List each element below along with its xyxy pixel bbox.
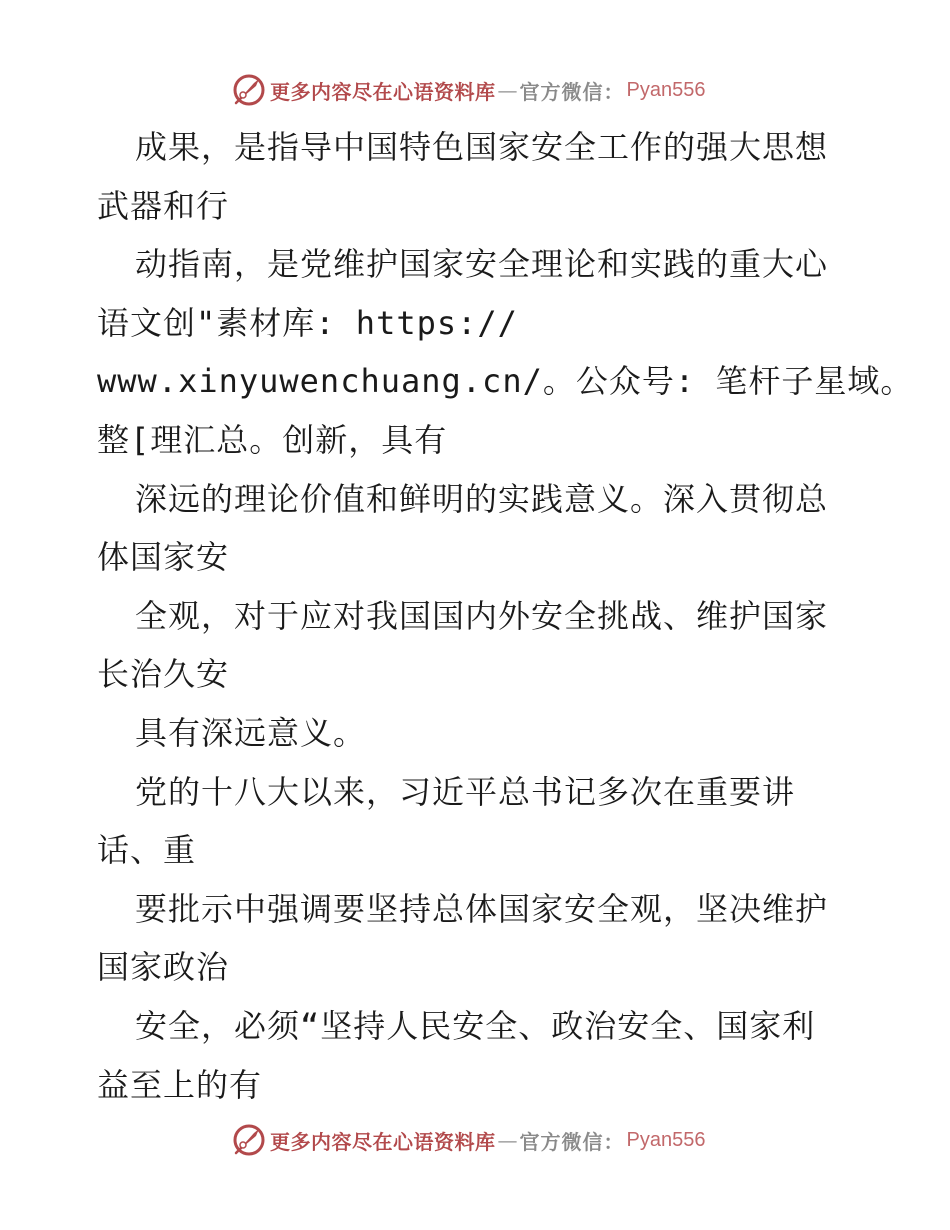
text-line: 长治久安	[97, 655, 230, 694]
header-separator: —	[497, 78, 518, 102]
body-text	[97, 118, 914, 1114]
text-line: 体国家安	[97, 538, 230, 577]
text-line: 语文创"素材库: https://	[97, 303, 518, 342]
text-line: 话、重	[97, 831, 197, 870]
text-line: 全观，对于应对我国国内外安全挑战、维护国家	[135, 596, 829, 635]
text-line: 党的十八大以来，习近平总书记多次在重要讲	[135, 772, 796, 811]
text-line: 武器和行	[97, 186, 230, 225]
text-line: 深远的理论价值和鲜明的实践意义。深入贯彻总	[135, 479, 829, 518]
footer-separator: —	[497, 1128, 518, 1152]
text-line: www.xinyuwenchuang.cn/。公众号: 笔杆子星域。	[97, 362, 914, 401]
text-line: 益至上的有	[97, 1065, 263, 1104]
text-line: 具有深远意义。	[135, 713, 367, 752]
header-wechat-id: Pyan556	[626, 78, 706, 101]
text-line: 国家政治	[97, 948, 230, 987]
header-brand-text: 更多内容尽在心语资料库	[270, 79, 496, 104]
text-line: 安全，必须“坚持人民安全、政治安全、国家利	[135, 1006, 816, 1045]
footer-wechat-label: 官方微信：	[519, 1129, 625, 1154]
footer-wechat-id: Pyan556	[626, 1128, 706, 1151]
text-line: 动指南，是党维护国家安全理论和实践的重大心	[135, 245, 829, 284]
quill-logo-icon	[232, 1123, 266, 1157]
quill-logo-icon	[232, 73, 266, 107]
text-line: 整[理汇总。创新，具有	[97, 420, 448, 459]
header-banner	[232, 72, 732, 108]
header-wechat-label: 官方微信：	[519, 79, 625, 104]
text-line: 成果，是指导中国特色国家安全工作的强大思想	[135, 128, 829, 166]
footer-brand-text: 更多内容尽在心语资料库	[270, 1129, 496, 1154]
text-line: 要批示中强调要坚持总体国家安全观，坚决维护	[135, 889, 829, 928]
footer-banner	[232, 1122, 732, 1158]
